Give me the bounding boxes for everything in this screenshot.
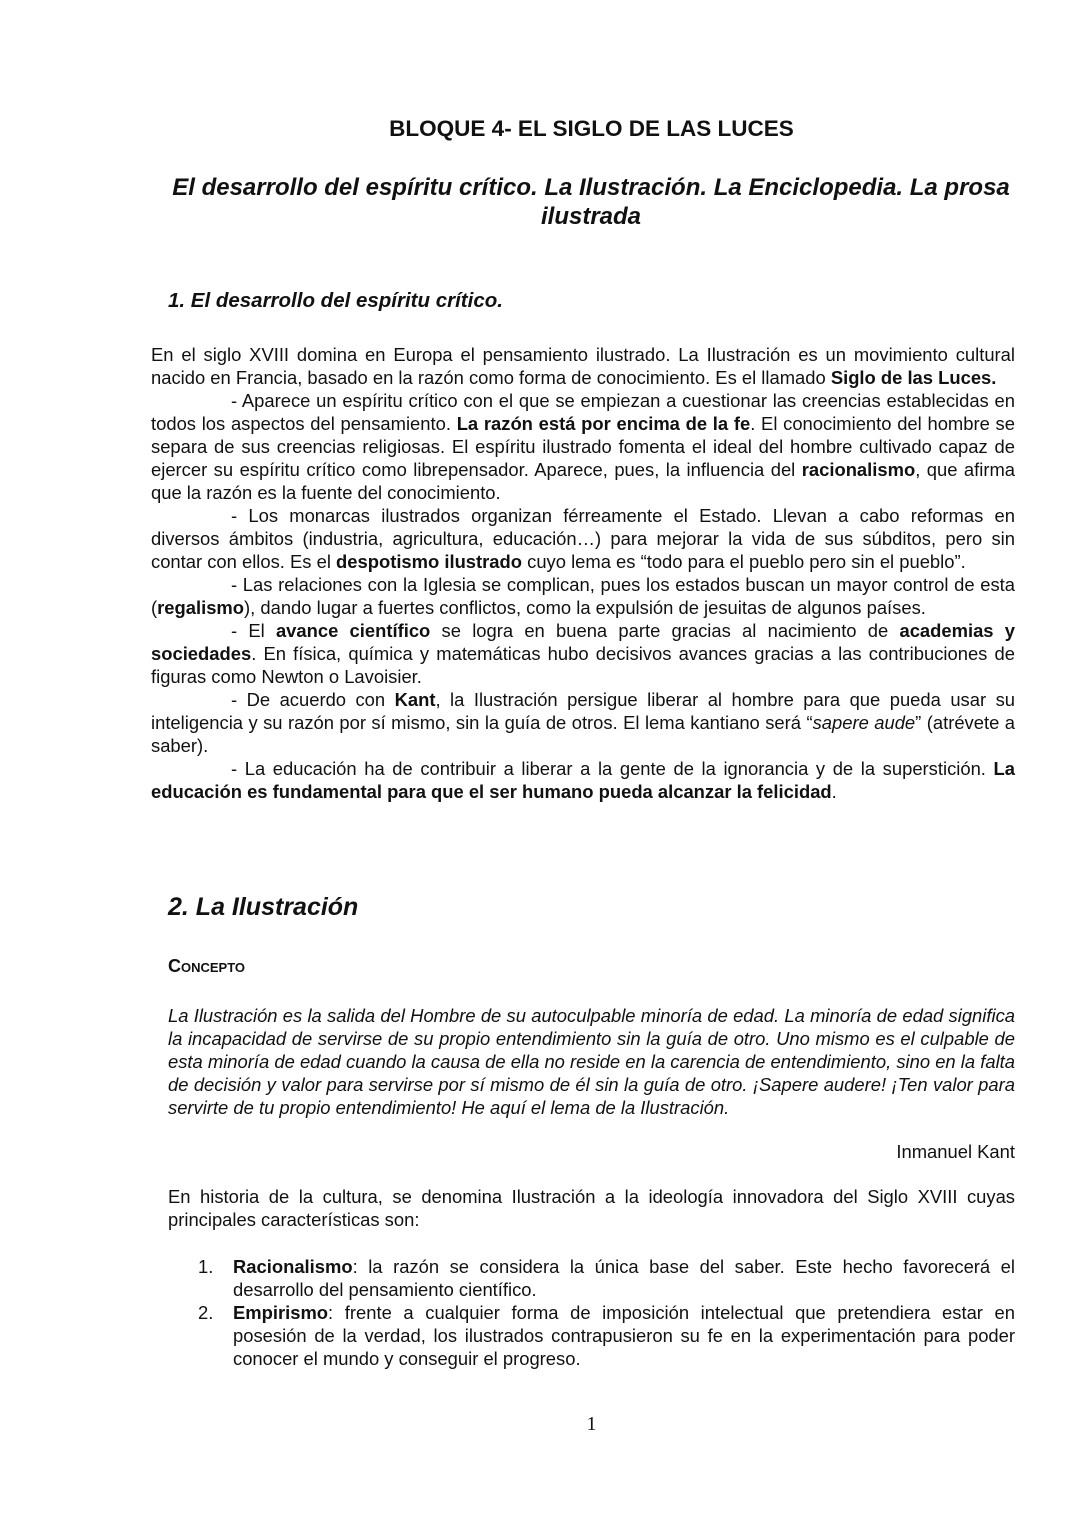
page-number: 1: [586, 1413, 597, 1435]
body-paragraph: [151, 619, 1015, 688]
list-number: 1.: [198, 1256, 214, 1277]
paragraph-text: ), dando lugar a fuertes conflictos, como la expulsión de jesuitas de algunos países.: [244, 597, 926, 618]
document-title: BLOQUE 4- EL SIGLO DE LAS LUCES: [389, 116, 794, 141]
italic-text: sapere aude: [812, 712, 916, 733]
bold-text: despotismo ilustrado: [336, 551, 523, 572]
bold-text: Kant: [394, 689, 436, 710]
bold-text: La educación es fundamental para que el ser humano pueda alcanzar la felicidad: [151, 758, 1015, 802]
body-paragraph: [151, 389, 1015, 504]
quote-author: Inmanuel Kant: [896, 1141, 1015, 1162]
paragraph-text: . El conocimiento del hombre se separa de sus creencias religiosas. El espíritu ilustrado fomenta el ideal del hombre cultivado capaz de ejercer su espíritu crítico como librepensador. Aparece, pues, la influencia del: [151, 413, 1015, 480]
section-1-heading: 1. El desarrollo del espíritu crítico.: [168, 289, 503, 312]
paragraph-text: se logra en buena parte gracias al nacimiento de: [430, 620, 900, 641]
bold-text: academias y sociedades: [151, 620, 1015, 664]
list-term: Racionalismo: [233, 1256, 353, 1277]
list-item: [168, 1301, 1015, 1370]
paragraph-text: - Los monarcas ilustrados organizan férreamente el Estado. Llevan a cabo reformas en diversos ámbitos (industria, agricultura, educación…) para mejorar la vida de sus súbditos, pero sin contar con ellos. Es el: [151, 505, 1015, 572]
concepto-subheading: Concepto: [168, 956, 246, 976]
body-paragraph: [151, 343, 1015, 389]
body-paragraph: [151, 757, 1015, 803]
paragraph-text: ” (atrévete a saber).: [151, 712, 1015, 756]
paragraph-text: , que afirma que la razón es la fuente del conocimiento.: [151, 459, 1016, 503]
paragraph-text: cuyo lema es “todo para el pueblo pero sin el pueblo”.: [522, 551, 966, 572]
body-paragraph: [151, 573, 1015, 619]
bold-text: regalismo: [157, 597, 245, 618]
list-number: 2.: [198, 1302, 214, 1323]
paragraph-text: .: [831, 781, 837, 802]
paragraph-text: . En física, química y matemáticas hubo decisivos avances gracias a las contribuciones de figuras como Newton o Lavoisier.: [151, 643, 1015, 687]
paragraph-text: En el siglo XVIII domina en Europa el pensamiento ilustrado. La Ilustración es un movimiento cultural nacido en Francia, basado en la razón como forma de conocimiento. Es el llamado: [151, 344, 1015, 388]
section-2-heading: 2. La Ilustración: [168, 893, 359, 921]
paragraph-text: - De acuerdo con: [231, 689, 395, 710]
bold-text: avance científico: [275, 620, 431, 641]
body-paragraph: [151, 504, 1015, 573]
bold-text: racionalismo: [801, 459, 916, 480]
paragraph-text: , la Ilustración persigue liberar al hombre para que pueda usar su inteligencia y su razón por sí mismo, sin la guía de otros. El lema kantiano será “: [151, 689, 1015, 733]
list-term: Empirismo: [233, 1302, 329, 1323]
characteristics-list: [168, 1255, 1015, 1370]
paragraph-text: - Aparece un espíritu crítico con el que se empiezan a cuestionar las creencias establecidas en todos los aspectos del pensamiento.: [151, 390, 1015, 434]
section-2-intro: En historia de la cultura, se denomina Ilustración a la ideología innovadora del Siglo XVIII cuyas principales características son:: [168, 1186, 1015, 1230]
paragraph-text: - La educación ha de contribuir a liberar a la gente de la ignorancia y de la superstición.: [231, 758, 994, 779]
list-item: [168, 1255, 1015, 1301]
bold-text: Siglo de las Luces.: [830, 367, 997, 388]
body-paragraph: [151, 688, 1015, 757]
paragraph-text: - El: [231, 620, 276, 641]
list-text: : la razón se considera la única base del saber. Este hecho favorecerá el desarrollo del pensamiento científico.: [233, 1256, 1015, 1300]
bold-text: La razón está por encima de la fe: [456, 413, 751, 434]
section-1-body: [151, 343, 1015, 803]
paragraph-text: - Las relaciones con la Iglesia se complican, pues los estados buscan un mayor control de esta (: [151, 574, 1015, 618]
document-subtitle: El desarrollo del espíritu crítico. La Ilustración. La Enciclopedia. La prosa ilustrada: [172, 174, 1010, 230]
list-text: : frente a cualquier forma de imposición intelectual que pretendiera estar en posesión de la verdad, los ilustrados contrapusieron su fe en la experimentación para poder conocer el mundo y conseguir el progreso.: [233, 1302, 1015, 1369]
kant-quote: La Ilustración es la salida del Hombre de su autoculpable minoría de edad. La minoría de edad significa la incapacidad de servirse de su propio entendimiento sin la guía de otro. Uno mismo es el culpable de esta minoría de edad cuando la causa de ella no reside en la carencia de entendimiento, sino en la falta de decisión y valor para servirse por sí mismo de él sin la guía de otro. ¡Sapere audere! ¡Ten valor para servirte de tu propio entendimiento! He aquí el lema de la Ilustración.: [168, 1005, 1015, 1118]
